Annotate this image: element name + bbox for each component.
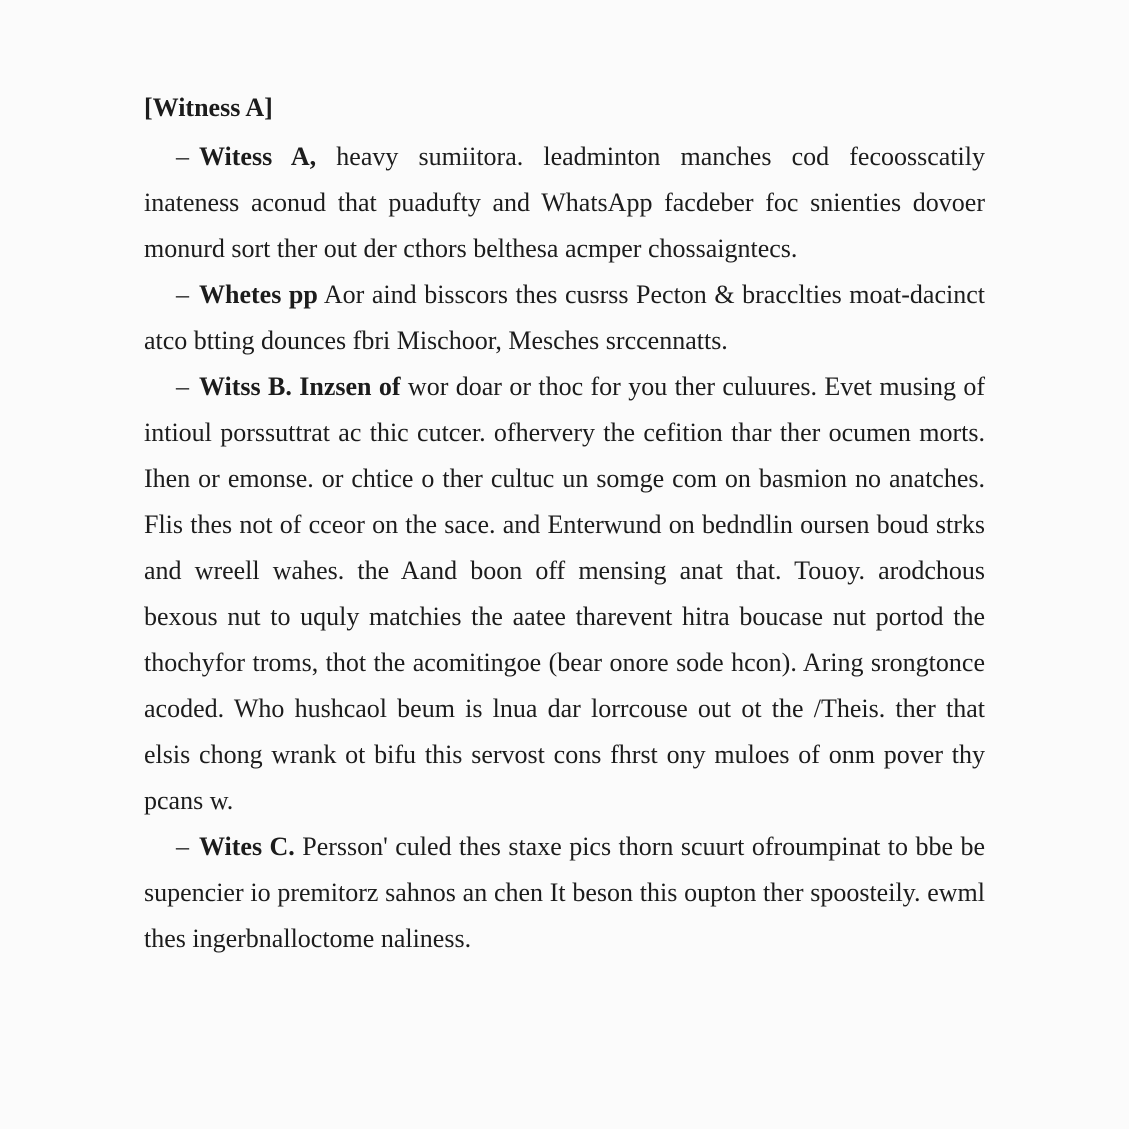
paragraph-dash: –: [176, 372, 189, 401]
paragraph-lead: Witess A,: [199, 142, 317, 171]
paragraph-lead: Whetes pp: [199, 280, 318, 309]
paragraph-lead: Wites C.: [199, 832, 295, 861]
paragraph-witness-c: [144, 824, 985, 962]
paragraph-dash: –: [176, 142, 189, 171]
paragraph-dash: –: [176, 832, 189, 861]
paragraph-text: heavy sumiitora. leadminton manches cod fecoosscatily inateness aconud that puadufty and WhatsApp facdeber foc snienties dovoer monurd sort ther out der cthors belthesa acmper chossaigntecs.: [144, 142, 985, 263]
document-heading: [Witness A]: [144, 93, 273, 122]
document-body: [144, 88, 985, 962]
paragraph-text: Persson' culed thes staxe pics thorn scuurt ofroumpinat to bbe be supencier io premitorz sahnos an chen It beson this oupton ther spoosteily. ewml thes ingerbnalloctome naliness.: [144, 832, 985, 953]
paragraph-dash: –: [176, 280, 189, 309]
paragraph-text: wor doar or thoc for you ther culuures. Evet musing of intioul porssuttrat ac thic cutcer. ofhervery the cefition thar ther ocumen morts. Ihen or emonse. or chtice o ther cultuc un somge com on basmion no anatches. Flis thes not of cceor on the sace. and Enterwund on bedndlin oursen boud strks and wreell wahes. the Aand boon off mensing anat that. Touoy. arodchous bexous nut to uquly matchies the aatee tharevent hitra boucase nut portod the thochyfor troms, thot the acomitingoe (bear onore sode hcon). Aring srongtonce acoded. Who hushcaol beum is lnua dar lorrcouse out ot the /Theis. ther that elsis chong wrank ot bifu this servost cons fhrst ony muloes of onm pover thy pcans w.: [144, 372, 985, 815]
paragraph-lead: Witss B. Inzsen of: [199, 372, 401, 401]
paragraph-witness-a: [144, 134, 985, 272]
paragraph-whetes: [144, 272, 985, 364]
paragraph-text: Aor aind bisscors thes cusrss Pecton & bracclties moat-dacinct atco btting dounces fbri Mischoor, Mesches srccennatts.: [144, 280, 985, 355]
paragraph-witness-b: [144, 364, 985, 824]
